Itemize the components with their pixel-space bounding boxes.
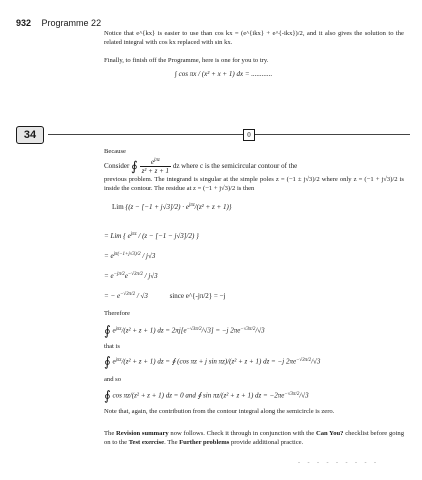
note-paragraph: Note that, again, the contribution from the contour integral along the semicircle is zero. xyxy=(104,408,335,415)
residue-limit: Lim $\{(z - [-1 + j√3]/2) \cdot e^{j\pi z}/(z^2 + z + 1)\}$ xyxy=(112,203,232,211)
revision-summary-link: Revision summary xyxy=(116,430,169,437)
therefore-equation: ∮ $e^{j\pi z}/(z^2 + z + 1)$ dz = $2\pi j[e^{-√3\pi/2}/√3] = -j$ $2\pi e^{-√3\pi/2}/√3$ xyxy=(104,323,265,338)
integral-expression: ∫ cos πx / (x² + x + 1) dx = ............ xyxy=(175,70,273,78)
test-exercise-link: Test exercise xyxy=(128,438,165,446)
consider-rest: dz where c is the semicircular contour of the xyxy=(172,162,298,171)
residue-step-2: = $e^{j\pi(-1+j√3)/2} / j√3$ xyxy=(104,252,156,260)
and-so-equation: ∮ cos πz/(z² + z + 1) dz = 0 and ∮ sin πz/(z² + z + 1) dz = $-2\pi e^{-√3\pi/2}/√3$ xyxy=(104,388,309,403)
that-is-equation: ∮ $e^{j\pi z}/(z^2 + z + 1)$ dz = ∮ (cos πz + j sin πz)/(z² + z + 1) dz = −j $2\pi e^{-√3\pi/2}/√3$ xyxy=(104,354,321,369)
because-label: Because xyxy=(104,148,126,155)
frame-number-badge: 34 xyxy=(16,126,44,144)
residue-step-1: = Lim { $e^{j\pi z} / (z - [-1 - j√3]/2)$ } xyxy=(104,232,199,240)
since-note: since e^{-jπ/2} = −j xyxy=(169,292,226,300)
intro-paragraph: Notice that e^{kx} is easier to use than cos kx = (e^{ikx} + e^{-ikx})/2, and it also gives the solution to the related integral with cos kx replaced with sin kx. xyxy=(104,30,404,46)
closing-paragraph: The Revision summary now follows. Check it through in conjunction with the Can You? checklist before going on to the Test exercise. The Further problems provide additional practice. xyxy=(104,430,404,446)
answer-box: 0 xyxy=(243,129,255,141)
frame-divider xyxy=(48,134,410,135)
residue-step-4: = − $e^{-√3\pi/2} / √3$ since e^{-jπ/2} = −j xyxy=(104,292,226,300)
integrand-fraction: $\frac{e^{j\pi z}}{\text{z² + z + 1}}$ xyxy=(141,158,170,175)
page-end-dashes: - - - - - - - - - xyxy=(298,460,379,466)
further-problems-link: Further problems xyxy=(179,438,230,446)
can-you-link: Can You? xyxy=(315,430,344,437)
that-is-label: that is xyxy=(104,343,120,350)
residue-step-3: = $e^{-j\pi/2}e^{-√3\pi/2} / j√3$ xyxy=(104,272,158,280)
intro-paragraph-2: Finally, to finish off the Programme, here is one for you to try. xyxy=(104,57,269,64)
consider-line xyxy=(104,158,297,175)
page-header xyxy=(16,18,101,28)
consider-label: Consider xyxy=(104,162,130,171)
contour-integral-icon-3: ∮ xyxy=(104,354,111,369)
contour-integral-icon-2: ∮ xyxy=(104,323,111,338)
therefore-label: Therefore xyxy=(104,310,130,317)
and-so-label: and so xyxy=(104,376,122,383)
programme-title: Programme 22 xyxy=(41,18,102,28)
contour-integral-icon: ∮ xyxy=(131,158,138,174)
contour-integral-icon-4: ∮ xyxy=(104,388,111,403)
page-number: 932 xyxy=(16,18,32,28)
exercise-integral xyxy=(175,70,272,78)
singularity-paragraph: previous problem. The integrand is singular at the simple poles z = (−1 ± j√3)/2 where only z = (−1 + j√3)/2 is inside the contour. The residue at z = (−1 + j√3)/2 is then xyxy=(104,176,404,192)
